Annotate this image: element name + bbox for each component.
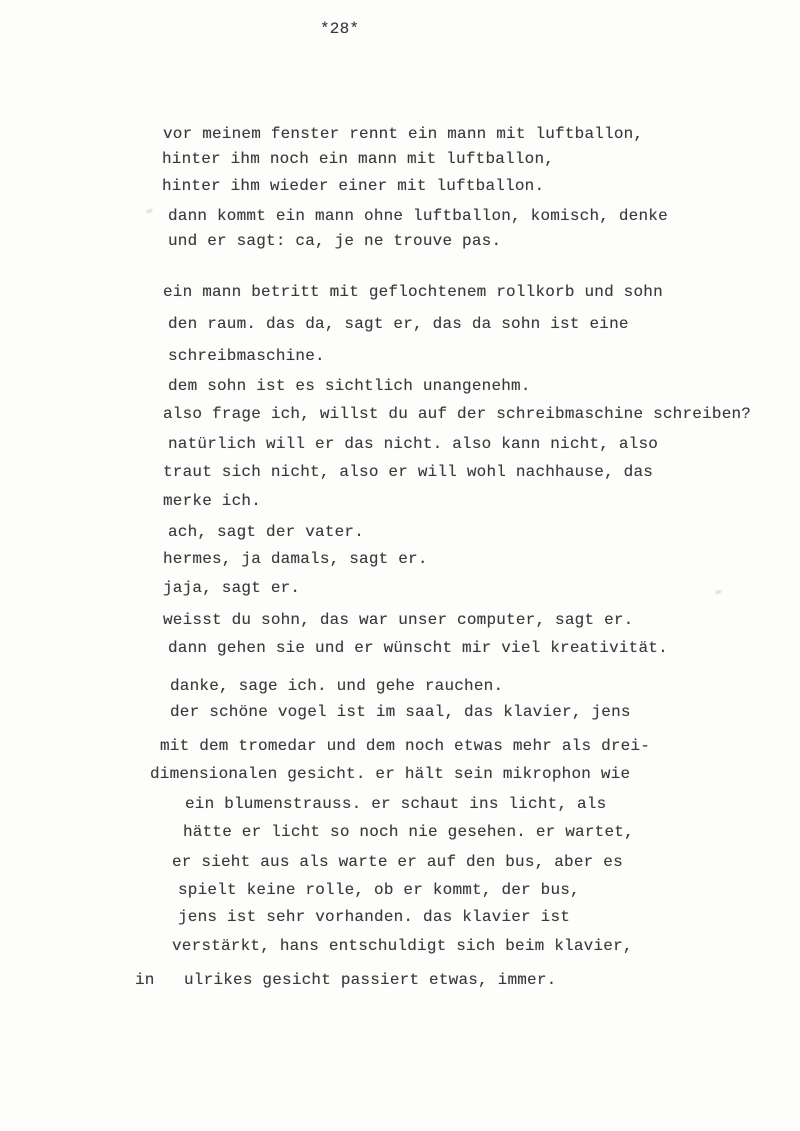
- poem-line: jaja, sagt er.: [163, 579, 301, 597]
- poem-line: er sieht aus als warte er auf den bus, aber es: [172, 853, 623, 871]
- poem-line: den raum. das da, sagt er, das da sohn ist eine: [168, 315, 629, 333]
- poem-line: ein blumenstrauss. er schaut ins licht, als: [185, 795, 607, 813]
- poem-line: hermes, ja damals, sagt er.: [163, 550, 428, 568]
- poem-line: mit dem tromedar und dem noch etwas mehr als drei-: [160, 737, 651, 755]
- poem-line: merke ich.: [163, 492, 262, 510]
- poem-line: also frage ich, willst du auf der schreibmaschine schreiben?: [163, 405, 752, 423]
- poem-line: jens ist sehr vorhanden. das klavier ist: [178, 908, 571, 926]
- poem-line: spielt keine rolle, ob er kommt, der bus,: [178, 881, 580, 899]
- poem-line: danke, sage ich. und gehe rauchen.: [170, 677, 504, 695]
- poem-line: hätte er licht so noch nie gesehen. er wartet,: [183, 823, 634, 841]
- page-number: *28*: [320, 20, 360, 38]
- poem-line: verstärkt, hans entschuldigt sich beim klavier,: [172, 937, 633, 955]
- poem-line: und er sagt: ca, je ne trouve pas.: [168, 232, 502, 250]
- poem-line: weisst du sohn, das war unser computer, sagt er.: [163, 611, 634, 629]
- poem-line: ein mann betritt mit geflochtenem rollkorb und sohn: [163, 283, 663, 301]
- poem-line: hinter ihm wieder einer mit luftballon.: [162, 177, 545, 195]
- poem-line: der schöne vogel ist im saal, das klavier, jens: [170, 703, 631, 721]
- poem-line: ach, sagt der vater.: [168, 523, 365, 541]
- poem-line: schreibmaschine.: [168, 347, 325, 365]
- poem-line: traut sich nicht, also er will wohl nachhause, das: [163, 463, 654, 481]
- scan-speck: [715, 589, 723, 595]
- poem-line: dann gehen sie und er wünscht mir viel kreativität.: [168, 639, 668, 657]
- scan-speck: [146, 208, 154, 214]
- poem-line: in ulrikes gesicht passiert etwas, immer.: [135, 971, 557, 989]
- poem-line: natürlich will er das nicht. also kann nicht, also: [168, 435, 659, 453]
- poem-line: dem sohn ist es sichtlich unangenehm.: [168, 377, 531, 395]
- poem-line: vor meinem fenster rennt ein mann mit luftballon,: [163, 125, 644, 143]
- poem-line: hinter ihm noch ein mann mit luftballon,: [162, 150, 555, 168]
- poem-line: dimensionalen gesicht. er hält sein mikrophon wie: [150, 765, 631, 783]
- poem-line: dann kommt ein mann ohne luftballon, komisch, denke: [168, 207, 668, 225]
